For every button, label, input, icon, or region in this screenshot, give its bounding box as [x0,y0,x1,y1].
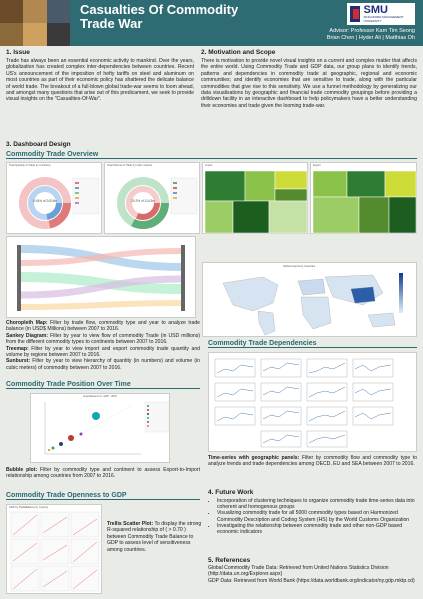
timeseries-line [309,363,345,373]
bubble-point [59,442,63,446]
timeseries-line [217,389,253,397]
legend-swatch [75,192,79,194]
dashboard-heading: 3. Dashboard Design [6,141,71,148]
timeseries-line [355,389,391,395]
reference-line: GDP Data: Retrieved from World Bank (https://data.worldbank.org/indicator/ny.gdp.mktp.cd) [208,577,415,584]
motivation-text: There is motivation to provide novel visual insights on a current and complex matter that affects the entire world. Using Commodity Trade and GDP data, our group plans to identify trends, patterns and dependencies in commodity trade at geographic, regional and economic communities; and identify economies that are sensitive to trade, along with the particular commodities that give rise to this sensitivity. We use a funnel methodology by generalizing our data visualisations by geographic and financial trade commodity groupings before providing a drilldown facility in an interactive dashboard to help policymakers have a better understanding their economies and trade given the looming trade-war. [201,58,417,109]
legend-swatch [173,182,177,184]
desc-treemap [6,346,200,359]
desc-label: Treemap: [6,345,29,352]
legend-swatch [147,405,149,407]
timeseries-line [263,387,299,395]
overview-title: Commodity Trade Overview [6,151,417,159]
desc-text: To display the strong R-squared relationship of ( > 0.70 ) between Commodity Trade Balance to GDP to assess level of sensitiveness among countries. [107,521,202,553]
bubble-point [48,449,50,451]
legend-swatch [173,197,177,199]
map-europe [298,279,325,295]
treemap-export-svg [311,163,418,235]
desc-sunburst [6,358,200,371]
choropleth-svg [203,263,418,338]
treemap-cell [313,197,359,233]
smu-logo-mark [350,6,360,22]
choropleth-map-panel[interactable] [202,262,417,337]
trellis-cell [41,512,69,537]
desc-text: Filter by year to view import and export commodity trade quantity and volume by regions between 2007 to 2016. [6,345,200,359]
position-title: Commodity Trade Position Over Time [6,381,200,389]
desc-label: Time-series with geographic panels: [208,455,300,461]
sankey-svg [7,237,197,319]
desc-timeseries [208,455,417,468]
trellis-cell [11,539,39,564]
donut1-center-label: 6.94% of 245.8m [32,199,58,203]
timeseries-cell [307,407,347,425]
treemap-import-svg [203,163,309,235]
treemap-export-panel[interactable] [310,162,417,234]
future-list [208,498,417,535]
treemap-cell [205,171,245,201]
timeseries-cell [215,359,255,377]
timeseries-cell [307,431,347,447]
bubble-plot-panel[interactable] [30,393,170,463]
timeseries-cell [261,407,301,425]
treemap-cell [389,197,416,233]
bubble-point [68,435,74,441]
timeseries-line [217,413,253,421]
desc-text: Filter by year to view flow of commodity Trade (in USD millions) from the different commodity types to continents between 2007 to 2016. [6,332,200,346]
bubble-point [80,433,83,436]
smu-logo [347,3,415,25]
treemap-cell [205,201,233,233]
legend-swatch [173,187,177,189]
desc-label: Bubble plot: [6,467,38,473]
timeseries-cell [353,359,393,377]
motivation-section [201,49,417,109]
legend-swatch [147,413,149,415]
timeseries-cell [261,383,301,401]
map-color-legend [399,273,403,313]
legend-swatch [75,202,79,204]
map-south-america [258,311,275,335]
advisor-block [327,28,415,42]
logo-text: SMU [363,4,388,16]
legend-swatch [147,421,149,423]
timeseries-line [355,413,391,419]
map-highlight-country [351,287,375,303]
desc-label: Trellis Scatter Plot: [107,521,154,527]
timeseries-cell [215,383,255,401]
treemap-cell [385,171,416,197]
treemap-cell [275,171,307,189]
bubble-point [52,447,55,450]
timeseries-line [263,363,299,371]
treemap-cell [245,171,275,201]
issue-text: Trade has always been an essential economic activity to mankind. Over the years, globalization has created complex inter-dependencies between countries. Recent US's announcement of the imposition of hefty tariffs on steel and aluminum on most countries as part of their economic policy has shattered the delicate balance of world trade. The breakout of a full-blown global trade-war seems to loom ahead, and amongst many questions that arise out of this predicament, we seek to provide visual insights on the "Casualties-Of-War". [6,58,194,103]
poster-header [0,0,423,46]
logo-subtext: SINGAPORE MANAGEMENT UNIVERSITY [363,15,404,23]
timeseries-line [217,365,253,373]
trellis-panel-title: GDP by TradeBalance by Country [9,506,49,509]
references-section [208,557,417,584]
desc-label: Sunburst: [6,358,31,365]
bubble-description [6,467,200,480]
future-heading: 4. Future Work [208,489,254,496]
legend-swatch [173,192,177,194]
bubble-chart-title: Import/Export vs. GDP - 2007 [83,395,117,398]
trellis-description [107,521,202,553]
panel-label-quantity: Total Quantity of Trade (in numbers) [9,164,51,167]
timeseries-cell [353,383,393,401]
sankey-flow [21,303,181,307]
treemap-cell [275,189,307,201]
dependencies-svg [209,353,418,453]
treemap-import-panel[interactable] [202,162,308,234]
openness-title: Commodity Trade Openness to GDP [6,492,200,500]
dependencies-title: Commodity Trade Dependencies [208,340,417,348]
trellis-svg [7,505,103,595]
advisor-line: Advisor: Professor Kam Tim Seong [329,28,415,34]
legend-swatch [147,425,149,427]
timeseries-line [263,435,299,443]
desc-text: Filter by commodity type and continent to assess Export-to-Import relationship among countries from 2007 to 2016. [6,467,200,480]
bubble-reference-line [45,406,131,454]
treemap-cell [233,201,269,233]
timeseries-line [309,411,345,421]
legend-swatch [75,187,79,189]
authors-line: Brian Chen | Hyder Ali | Matthias Oh [326,35,415,41]
map-oceania [368,313,395,327]
treemap-cell [313,171,347,197]
donut2-center-label: 20.3% of 114.9m [131,199,155,203]
title-line-2: Trade War [80,16,143,31]
legend-swatch [75,197,79,199]
trellis-cell [41,566,69,591]
header-photo-collage [0,0,70,46]
sunburst-quantity-panel[interactable] [6,162,102,234]
future-item: • Investigating the relationship between commodity trade and other non-GDP based economic indicators [217,523,417,535]
legend-swatch [147,409,149,411]
treemap-cell [359,197,389,233]
future-item: • Visualizing commodity trade for all 5000 commodity types based on Harmonized Commodity Description and Coding System (HS) by the World Customs Organization [217,510,417,522]
legend-swatch [147,417,149,419]
future-work-section [208,489,417,535]
future-item: • Incorporation of clustering techniques to organize commodity trade time-series data into coherent and homogenous groups [217,498,417,510]
desc-text: Filter by trade flow, commodity type and year to analyze trade balance (in USD$ Millions) between 2007 to 2016. [6,320,200,333]
treemap-cell [347,171,385,197]
map-title: Global Imports by Countries [283,265,316,268]
bubble-point [92,412,100,420]
timeseries-cell [261,431,301,447]
title-line-1: Casualties Of Commodity [80,2,239,17]
desc-sankey [6,333,200,346]
timeseries-cell [307,383,347,401]
motivation-heading: 2. Motivation and Scope [201,49,276,56]
timeseries-cell [307,359,347,377]
dependencies-panel[interactable] [208,352,417,452]
dependencies-description [208,455,417,468]
sankey-panel[interactable] [6,236,196,318]
desc-label: Choropleth Map: [6,320,48,326]
desc-choropleth [6,320,200,333]
map-north-america [223,277,278,311]
sankey-target-node [181,245,185,311]
desc-text: Filter by year to view hierarchy of quantity (in numbers) and volume (in cubic meters) of commodity between 2007 to 2016. [6,358,200,371]
poster-title [80,3,238,31]
trellis-cell [41,539,69,564]
desc-text: Filter by commodity flow and commodity type to analyze trends and trade dependencies among OECD, EU and SEA between 2007 to 2016. [208,455,417,468]
timeseries-line [309,435,345,443]
desc-label: Sankey Diagram: [6,332,48,339]
desc-trellis [107,521,202,553]
trellis-cell [71,512,99,537]
map-africa [301,297,331,329]
sunburst-volume-panel[interactable] [104,162,200,234]
desc-bubble [6,467,200,480]
timeseries-line [263,411,299,419]
issue-section [6,49,194,103]
treemap-cell [269,201,307,233]
timeseries-cell [215,407,255,425]
bubble-svg [31,394,171,464]
panel-label-volume: Total Volume of Trade (in cubic metres) [107,164,152,167]
timeseries-cell [261,359,301,377]
reference-line: Global Commodity Trade Data: Retrieved from United Nations Statistics Division (http://data.un.org/Explorer.aspx) [208,565,389,578]
legend-swatch [75,182,79,184]
panel-label-export: Export [313,164,321,167]
sankey-source-node [17,245,21,311]
overview-description [6,320,200,371]
issue-heading: 1. Issue [6,49,30,56]
timeseries-line [309,387,345,397]
timeseries-line [355,365,391,371]
timeseries-cell [353,407,393,425]
panel-label-import: Import [205,164,213,167]
trellis-panel[interactable] [6,504,102,594]
references-heading: 5. References [208,557,251,564]
